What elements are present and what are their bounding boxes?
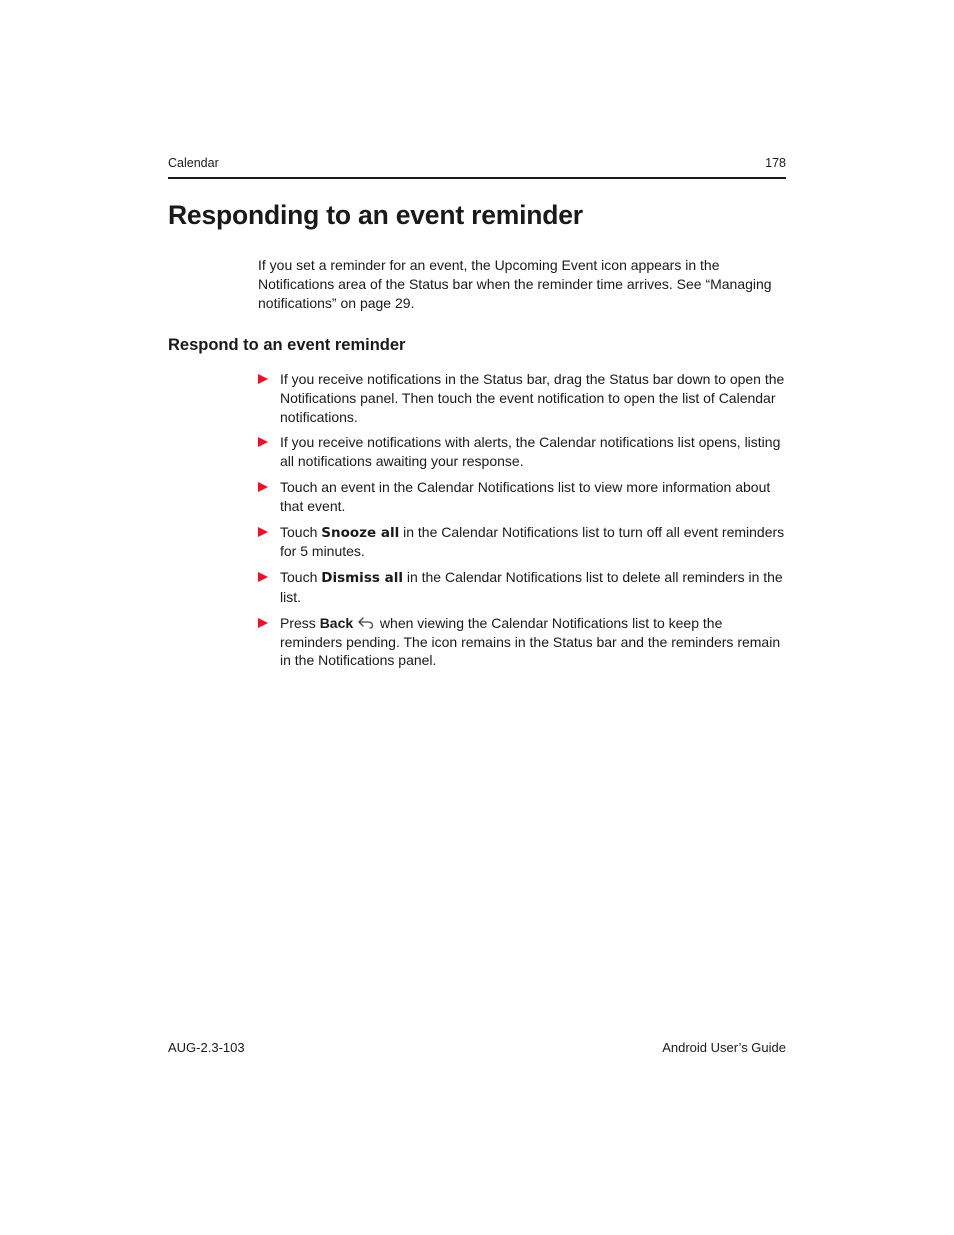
bullet-arrow-icon [258,437,268,447]
back-label: Back [319,614,354,631]
intro-paragraph [258,256,786,313]
page-header [168,154,786,179]
list-item-text: Touch an event in the Calendar Notifications list to view more information about that event. [280,478,771,514]
list-item [258,523,786,562]
footer-doc-code: AUG-2.3-103 [168,1040,245,1055]
footer-guide-title: Android User’s Guide [662,1040,786,1055]
section-name: Calendar [168,156,219,170]
bullet-arrow-icon [258,374,268,384]
list-item-text: If you receive notifications with alerts, the Calendar notifications list opens, listing all notifications awaiting your response. [280,434,781,470]
list-item-text-before: Touch [280,523,322,540]
bullet-arrow-icon [258,572,268,582]
list-item [258,433,786,471]
snooze-all-label: Snooze all [321,524,400,541]
page-number: 178 [765,156,786,170]
list-item [258,568,786,607]
bullet-arrow-icon [258,527,268,537]
list-item-text-after: in the Calendar Notifications list to turn off all event reminders for 5 minutes. [280,523,785,560]
instruction-list [258,370,786,670]
list-item-text-before: Touch [280,569,322,586]
list-item-text-after: when viewing the Calendar Notifications list to keep the reminders pending. The icon remains in the Status bar and the reminders remain in the Notifications panel. [280,614,781,669]
page-title: Responding to an event reminder [168,200,583,230]
list-item [258,478,786,516]
dismiss-all-label: Dismiss all [321,570,403,587]
list-item-text-before: Press [280,614,320,631]
list-item [258,370,786,426]
back-arrow-icon [358,617,374,629]
section-subtitle: Respond to an event reminder [168,336,406,354]
bullet-arrow-icon [258,482,268,492]
list-item-text: If you receive notifications in the Status bar, drag the Status bar down to open the Notifications panel. Then touch the event notification to open the list of Calendar notifications. [280,371,785,425]
list-item [258,614,786,670]
intro-text: If you set a reminder for an event, the Upcoming Event icon appears in the Notifications area of the Status bar when the reminder time arrives. See “Managing notifications” on page 29. [258,257,772,311]
bullet-arrow-icon [258,618,268,628]
list-item-text-after: in the Calendar Notifications list to delete all reminders in the list. [280,569,783,605]
